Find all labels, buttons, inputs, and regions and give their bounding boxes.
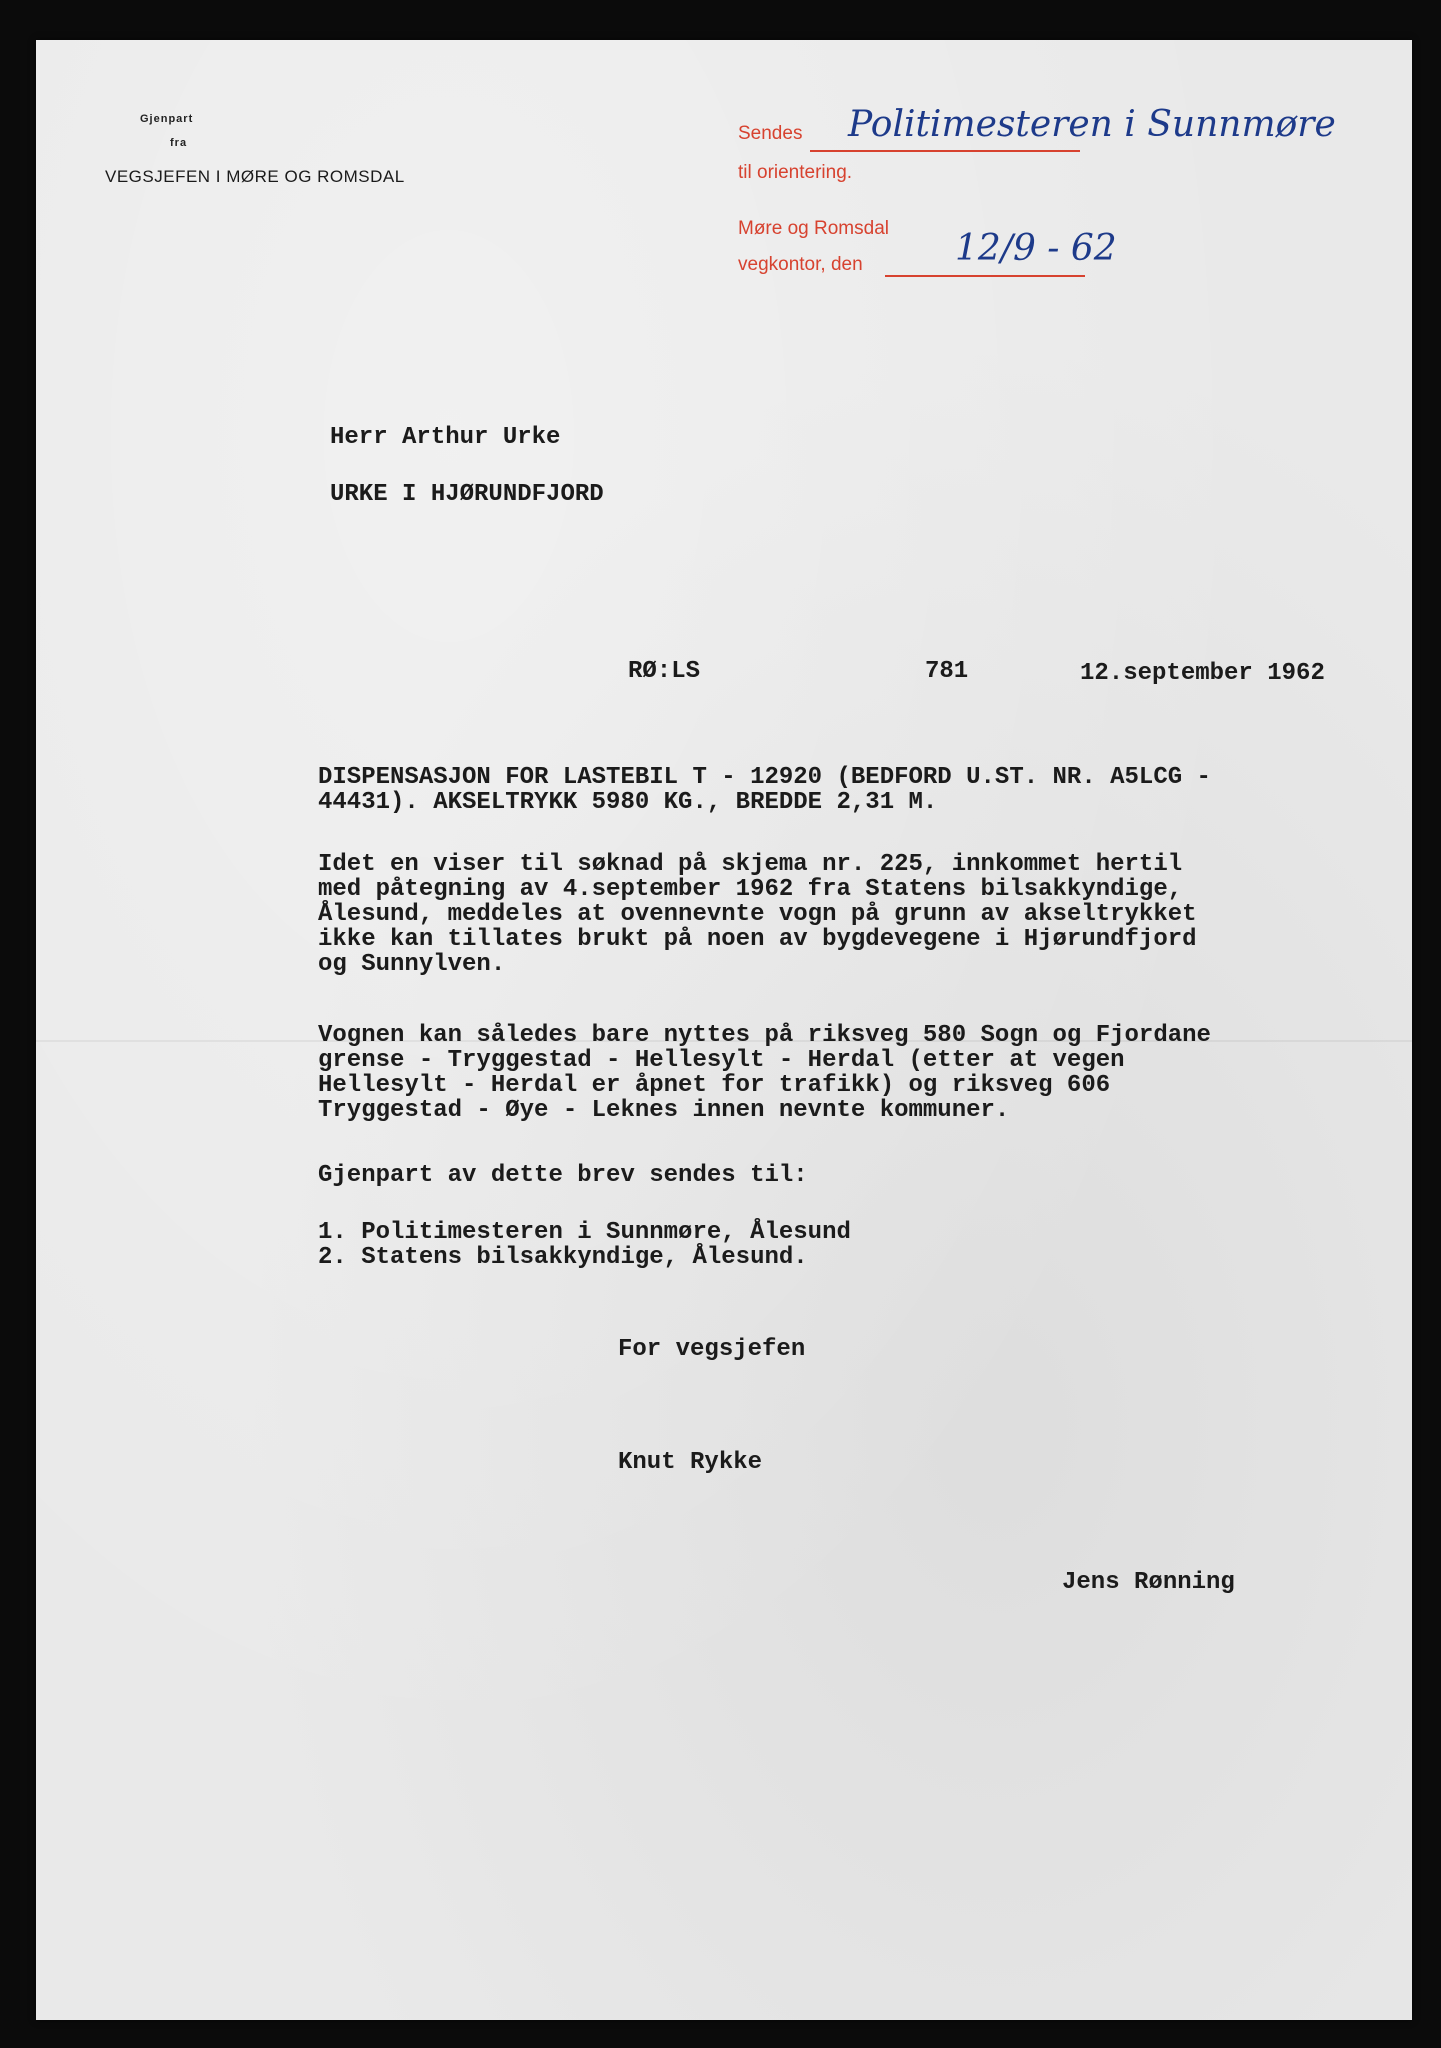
copies-intro: Gjenpart av dette brev sendes til: — [318, 1162, 808, 1189]
copies-list-item: 2. Statens bilsakkyndige, Ålesund. — [318, 1244, 808, 1271]
body-line: Idet en viser til søknad på skjema nr. 225, innkommet hertil — [318, 851, 1183, 878]
body-line: Ålesund, meddeles at ovennevnte vogn på grunn av akseltrykket — [318, 901, 1197, 928]
body-line: og Sunnylven. — [318, 951, 506, 978]
body-line: ikke kan tillates brukt på noen av bygdevegene i Hjørundfjord — [318, 926, 1197, 953]
copies-list-item: 1. Politimesteren i Sunnmøre, Ålesund — [318, 1219, 851, 1246]
stamp-underline — [810, 150, 1080, 152]
stamp-handwritten-date: 12/9 - 62 — [955, 228, 1117, 269]
closing-second-signer: Jens Rønning — [1062, 1569, 1235, 1596]
stamp-office-line1: Møre og Romsdal — [738, 218, 889, 239]
body-line: Tryggestad - Øye - Leknes innen nevnte kommuner. — [318, 1097, 1010, 1124]
stamp-date-underline — [885, 275, 1085, 277]
stamp-office-line2: vegkontor, den — [738, 254, 863, 275]
reference-date: 12.september 1962 — [1080, 660, 1325, 687]
body-line: med påtegning av 4.september 1962 fra Statens bilsakkyndige, — [318, 876, 1183, 903]
stamp-orientering: til orientering. — [738, 162, 853, 183]
body-line: Hellesylt - Herdal er åpnet for trafikk) og riksveg 606 — [318, 1072, 1111, 1099]
closing-signer: Knut Rykke — [618, 1449, 763, 1476]
stamp-handwritten-recipient: Politimesteren i Sunnmøre — [848, 104, 1336, 145]
closing-for-line: For vegsjefen — [618, 1336, 806, 1363]
stamp-sendes-label: Sendes — [738, 123, 803, 144]
subject-line-1: DISPENSASJON FOR LASTEBIL T - 12920 (BEDFORD U.ST. NR. A5LCG - — [318, 764, 1211, 791]
copy-label-from: fra — [170, 137, 188, 149]
body-line: Vognen kan således bare nyttes på riksveg 580 Sogn og Fjordane — [318, 1022, 1211, 1049]
office-name: VEGSJEFEN I MØRE OG ROMSDAL — [105, 167, 405, 186]
copy-label: Gjenpart — [140, 113, 194, 125]
reference-number: 781 — [925, 658, 969, 685]
body-line: grense - Tryggestad - Hellesylt - Herdal (etter at vegen — [318, 1047, 1125, 1074]
reference-initials: RØ:LS — [628, 658, 701, 685]
recipient-place: URKE I HJØRUNDFJORD — [330, 481, 604, 508]
subject-line-2: 44431). AKSELTRYKK 5980 KG., BREDDE 2,31 M. — [318, 789, 938, 816]
recipient-name: Herr Arthur Urke — [330, 424, 561, 451]
